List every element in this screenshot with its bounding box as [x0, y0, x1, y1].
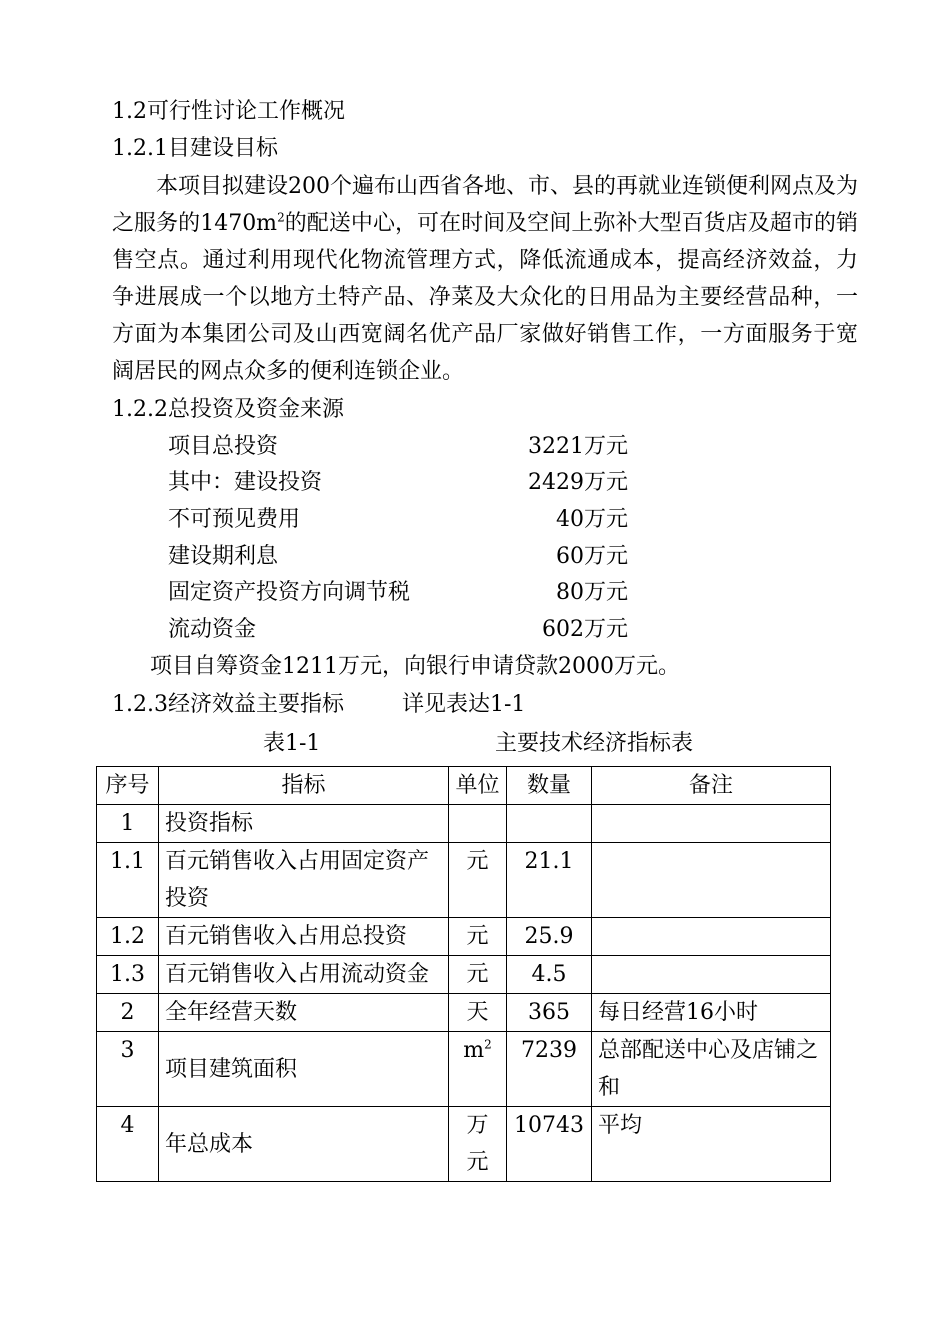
- cell-no: 1: [97, 805, 159, 843]
- heading-1-2-3-text: 1.2.3经济效益主要指标: [112, 692, 344, 717]
- investment-label: 其中：建设投资: [168, 470, 323, 495]
- cell-unit: 元: [449, 843, 507, 918]
- investment-value: 60万元: [556, 544, 628, 569]
- header-note: 备注: [592, 767, 831, 805]
- cell-note: [592, 843, 831, 918]
- table-caption-number: 表1-1: [263, 731, 321, 756]
- investment-value: 80万元: [556, 580, 628, 605]
- investment-row: [168, 578, 628, 608]
- table-row: [97, 805, 831, 843]
- cell-indicator: 百元销售收入占用总投资: [159, 918, 449, 956]
- cell-note: [592, 956, 831, 994]
- table-caption-title: 主要技术经济指标表: [495, 731, 694, 756]
- cell-no: 2: [97, 994, 159, 1032]
- investment-label: 流动资金: [168, 617, 257, 642]
- investment-value: 2429万元: [528, 470, 628, 495]
- heading-1-2: 1.2可行性讨论工作概况: [112, 99, 345, 124]
- cell-indicator: 百元销售收入占用固定资产投资: [159, 843, 449, 918]
- investment-row: [168, 468, 628, 498]
- cell-note: 每日经营16小时: [592, 994, 831, 1032]
- investment-row: [168, 615, 628, 645]
- cell-quantity: 21.1: [507, 843, 592, 918]
- investment-row: [168, 432, 628, 462]
- cell-indicator: 投资指标: [159, 805, 449, 843]
- cell-quantity: 25.9: [507, 918, 592, 956]
- investment-value: 3221万元: [528, 434, 628, 459]
- cell-no: 4: [97, 1107, 159, 1182]
- heading-1-2-3: [112, 690, 525, 720]
- cell-unit: 万元: [449, 1107, 507, 1182]
- paragraph-text-part2: 的配送中心，可在时间及空间上弥补大型百货店及超市的销售空点。通过利用现代化物流管理方式，降低流通成本，提高经济效益，力争进展成一个以地方土特产品、净菜及大众化的日用品为主要经营品种，一方面为本集团公司及山西宽阔名优产品厂家做好销售工作，一方面服务于宽阔居民的网点众多的便利连锁企业。: [112, 211, 858, 384]
- cell-quantity: [507, 805, 592, 843]
- cell-no: 3: [97, 1032, 159, 1107]
- table-row: [97, 843, 831, 918]
- cell-indicator: 百元销售收入占用流动资金: [159, 956, 449, 994]
- table-row: [97, 1032, 831, 1107]
- table-row: [97, 1107, 831, 1182]
- cell-unit: 天: [449, 994, 507, 1032]
- cell-quantity: 10743: [507, 1107, 592, 1182]
- funding-note: 项目自筹资金1211万元，向银行申请贷款2000万元。: [150, 654, 680, 679]
- cell-indicator: 项目建筑面积: [159, 1032, 449, 1107]
- cell-note: 平均: [592, 1107, 831, 1182]
- unit-text: m: [463, 1038, 485, 1063]
- cell-note: [592, 918, 831, 956]
- table-row: [97, 956, 831, 994]
- header-unit: 单位: [449, 767, 507, 805]
- cell-note: [592, 805, 831, 843]
- cell-unit: 元: [449, 956, 507, 994]
- investment-label: 不可预见费用: [168, 507, 301, 532]
- cell-unit: 元: [449, 918, 507, 956]
- header-quantity: 数量: [507, 767, 592, 805]
- paragraph-superscript: 2: [277, 210, 285, 225]
- table-reference: 详见表达1-1: [401, 692, 526, 717]
- table-row: [97, 994, 831, 1032]
- heading-1-2-1: 1.2.1目建设目标: [112, 136, 278, 161]
- investment-row: [168, 542, 628, 572]
- cell-unit: [449, 1032, 507, 1107]
- investment-value: 602万元: [542, 617, 628, 642]
- investment-label: 建设期利息: [168, 544, 279, 569]
- investment-row: [168, 505, 628, 535]
- investment-label: 固定资产投资方向调节税: [168, 580, 411, 605]
- header-indicator: 指标: [159, 767, 449, 805]
- cell-unit: [449, 805, 507, 843]
- heading-1-2-2: 1.2.2总投资及资金来源: [112, 397, 344, 422]
- cell-indicator: 年总成本: [159, 1107, 449, 1182]
- cell-no: 1.3: [97, 956, 159, 994]
- table-row: [97, 918, 831, 956]
- cell-quantity: 4.5: [507, 956, 592, 994]
- investment-label: 项目总投资: [168, 434, 279, 459]
- table-header-row: [97, 767, 831, 805]
- header-no: 序号: [97, 767, 159, 805]
- cell-no: 1.1: [97, 843, 159, 918]
- economic-indicators-table: [96, 766, 831, 1182]
- unit-superscript: 2: [484, 1037, 492, 1052]
- cell-quantity: 365: [507, 994, 592, 1032]
- cell-no: 1.2: [97, 918, 159, 956]
- project-goal-paragraph: [112, 168, 858, 390]
- cell-note: 总部配送中心及店铺之和: [592, 1032, 831, 1107]
- paragraph-text-part1: 本项目拟建设200个遍布山西省各地、市、县的再就业连锁便利网点及为之服务的1470m: [112, 174, 858, 236]
- investment-value: 40万元: [556, 507, 628, 532]
- cell-indicator: 全年经营天数: [159, 994, 449, 1032]
- cell-quantity: 7239: [507, 1032, 592, 1107]
